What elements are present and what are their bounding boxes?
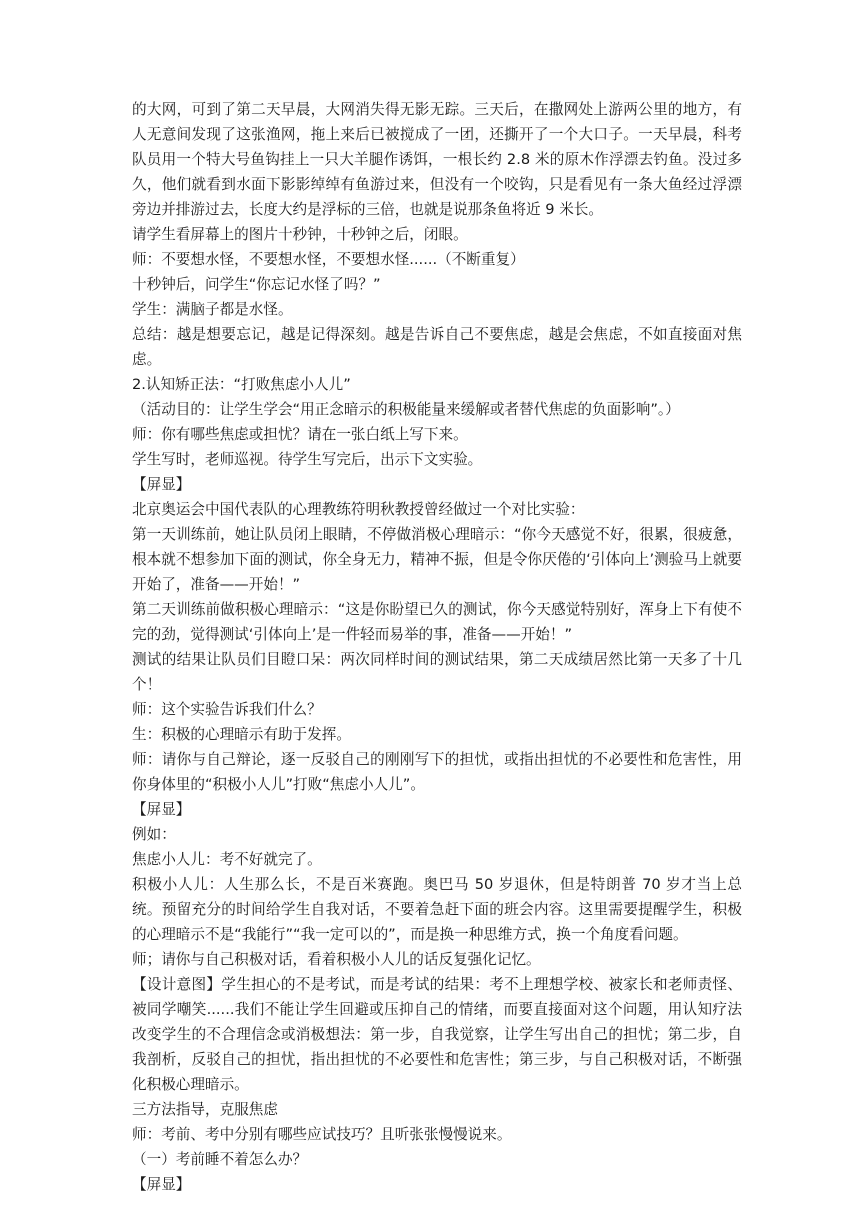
paragraph: 焦虑小人儿：考不好就完了。 [132,851,322,868]
paragraph: 师：这个实验告诉我们什么？ [132,701,322,718]
paragraph: 学生：满脑子都是水怪。 [132,301,293,318]
section-heading: 三方法指导，克服焦虑 [132,1101,278,1118]
paragraph: 第二天训练前做积极心理暗示：“这是你盼望已久的测试，你今天感觉特别好，浑身上下有使不完的劲，觉得测试‘引体向上’是一件轻而易举的事，准备——开始！” [132,601,742,643]
paragraph: 的大网，可到了第二天早晨，大网消失得无影无踪。三天后，在撒网处上游两公里的地方，有人无意间发现了这张渔网，拖上来后已被搅成了一团，还撕开了一个大口子。一天早晨，科考队员用一个特大号鱼钩挂上一只大羊腿作诱饵，一根长约 2.8 米的原木作浮漂去钓鱼。没过多久，他们就看到水面下影影绰绰有鱼游过来，但没有一个咬钩，只是看见有一条大鱼经过浮漂旁边并排游过去，长度大约是浮标的三倍，也就是说那条鱼将近 9 米长。 [132,101,742,218]
paragraph: 师：请你与自己辩论，逐一反驳自己的刚刚写下的担忧，或指出担忧的不必要性和危害性，用你身体里的“积极小人儿”打败“焦虑小人儿”。 [132,751,742,793]
paragraph: （活动目的：让学生学会“用正念暗示的积极能量来缓解或者替代焦虑的负面影响”。） [132,401,680,418]
design-intent-paragraph: 【设计意图】学生担心的不是考试，而是考试的结果：考不上理想学校、被家长和老师责怪、被同学嘲笑......我们不能让学生回避或压抑自己的情绪，而要直接面对这个问题，用认知疗法改变学生的不合理信念或消极想法：第一步，自我觉察，让学生写出自己的担忧；第二步，自我剖析，反驳自己的担忧，指出担忧的不必要性和危害性；第三步，与自己积极对话，不断强化积极心理暗示。 [132,976,742,1093]
screen-display-label: 【屏显】 [132,476,191,493]
paragraph: 师：考前、考中分别有哪些应试技巧？且听张张慢慢说来。 [132,1126,512,1143]
document-body [132,97,742,1197]
section-heading: 2.认知矫正法：“打败焦虑小人儿” [132,376,351,393]
paragraph: 北京奥运会中国代表队的心理教练符明秋教授曾经做过一个对比实验： [132,501,585,518]
subsection-heading: （一）考前睡不着怎么办？ [132,1151,308,1168]
paragraph: 请学生看屏幕上的图片十秒钟，十秒钟之后，闭眼。 [132,226,468,243]
paragraph: 师：不要想水怪，不要想水怪，不要想水怪......（不断重复） [132,251,525,268]
screen-display-label: 【屏显】 [132,1176,191,1193]
paragraph: 第一天训练前，她让队员闭上眼睛，不停做消极心理暗示：“你今天感觉不好，很累，很疲惫，根本就不想参加下面的测试，你全身无力，精神不振，但是令你厌倦的‘引体向上’测验马上就要开始了，准备——开始！” [132,526,742,593]
paragraph: 测试的结果让队员们目瞪口呆：两次同样时间的测试结果，第二天成绩居然比第一天多了十几个！ [132,651,742,693]
paragraph: 总结：越是想要忘记，越是记得深刻。越是告诉自己不要焦虑，越是会焦虑，不如直接面对焦虑。 [132,326,742,368]
paragraph: 十秒钟后，问学生“你忘记水怪了吗？” [132,276,381,293]
paragraph: 师：你有哪些焦虑或担忧？请在一张白纸上写下来。 [132,426,468,443]
paragraph: 师；请你与自己积极对话，看着积极小人儿的话反复强化记忆。 [132,951,541,968]
paragraph: 积极小人儿：人生那么长，不是百米赛跑。奥巴马 50 岁退休，但是特朗普 70 岁才当上总统。预留充分的时间给学生自我对话，不要着急赶下面的班会内容。这里需要提醒学生，积极的心理暗示不是“我能行”“我一定可以的”，而是换一种思维方式，换一个角度看问题。 [132,876,742,943]
screen-display-label: 【屏显】 [132,801,191,818]
paragraph: 学生写时，老师巡视。待学生写完后，出示下文实验。 [132,451,483,468]
paragraph: 例如： [132,826,176,843]
paragraph: 生：积极的心理暗示有助于发挥。 [132,726,351,743]
